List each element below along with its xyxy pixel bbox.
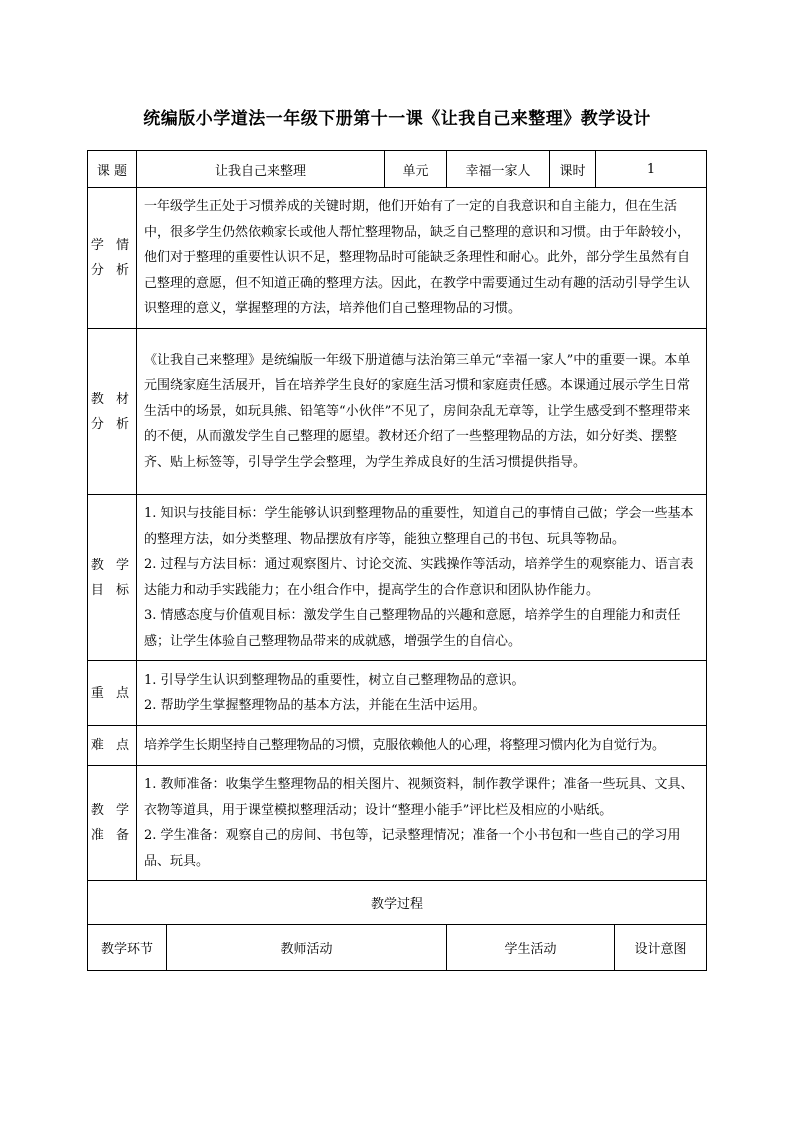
materials-row — [88, 329, 707, 495]
header-row — [88, 151, 707, 188]
goals-text — [137, 495, 707, 661]
process-heading-row — [88, 881, 707, 925]
goals-label: 教 学 目 标 — [88, 495, 137, 661]
difficulty-text: 培养学生长期坚持自己整理物品的习惯，克服依赖他人的心理，将整理习惯内化为自觉行为。 — [137, 726, 707, 766]
column-header-intent: 设计意图 — [615, 925, 707, 971]
preparation-row — [88, 766, 707, 881]
preparation-item: 2. 学生准备：观察自己的房间、书包等，记录整理情况；准备一个小书包和一些自己的学习用品、玩具。 — [144, 828, 681, 869]
column-header-stage: 教学环节 — [88, 925, 167, 971]
process-columns-row — [88, 925, 707, 971]
key-points-row — [88, 661, 707, 726]
column-header-student: 学生活动 — [447, 925, 615, 971]
unit-label: 单元 — [385, 151, 447, 188]
hours-value: 1 — [596, 151, 707, 188]
materials-text: 《让我自己来整理》是统编版一年级下册道德与法治第三单元“幸福一家人”中的重要一课。本单元围绕家庭生活展开，旨在培养学生良好的家庭生活习惯和家庭责任感。本课通过展示学生日常生活中的场景，如玩具熊、铅笔等“小伙伴”不见了，房间杂乱无章等，让学生感受到不整理带来的不便，从而激发学生自己整理的愿望。教材还介绍了一些整理物品的方法，如分好类、摆整齐、贴上标签等，引导学生学会整理，为学生养成良好的生活习惯提供指导。 — [137, 329, 707, 495]
goal-item: 2. 过程与方法目标：通过观察图片、讨论交流、实践操作等活动，培养学生的观察能力、语言表达能力和动手实践能力；在小组合作中，提高学生的合作意识和团队协作能力。 — [144, 557, 694, 598]
topic-value: 让我自己来整理 — [137, 151, 385, 188]
difficulty-label: 难 点 — [88, 726, 137, 766]
goals-row — [88, 495, 707, 661]
students-label: 学 情 分 析 — [88, 188, 137, 329]
preparation-label: 教 学 准 备 — [88, 766, 137, 881]
difficulty-row — [88, 726, 707, 766]
topic-label: 课 题 — [88, 151, 137, 188]
key-points-text — [137, 661, 707, 726]
preparation-text — [137, 766, 707, 881]
column-header-teacher: 教师活动 — [167, 925, 447, 971]
unit-value: 幸福一家人 — [447, 151, 550, 188]
process-heading: 教学过程 — [88, 881, 707, 925]
materials-label: 教 材 分 析 — [88, 329, 137, 495]
page-title: 统编版小学道法一年级下册第十一课《让我自己来整理》教学设计 — [143, 109, 651, 129]
key-point-item: 1. 引导学生认识到整理物品的重要性，树立自己整理物品的意识。 — [144, 672, 525, 688]
goal-item: 1. 知识与技能目标：学生能够认识到整理物品的重要性，知道自己的事情自己做；学会一些基本的整理方法，如分类整理、物品摆放有序等，能独立整理自己的书包、玩具等物品。 — [144, 506, 694, 547]
lesson-plan-table — [87, 150, 707, 971]
students-text: 一年级学生正处于习惯养成的关键时期，他们开始有了一定的自我意识和自主能力，但在生活中，很多学生仍然依赖家长或他人帮忙整理物品，缺乏自己整理的意识和习惯。由于年龄较小，他们对于整理的重要性认识不足，整理物品时可能缺乏条理性和耐心。此外，部分学生虽然有自己整理的意愿，但不知道正确的整理方法。因此，在教学中需要通过生动有趣的活动引导学生认识整理的意义，掌握整理的方法，培养他们自己整理物品的习惯。 — [137, 188, 707, 329]
students-row — [88, 188, 707, 329]
key-point-item: 2. 帮助学生掌握整理物品的基本方法，并能在生活中运用。 — [144, 698, 486, 713]
goal-item: 3. 情感态度与价值观目标：激发学生自己整理物品的兴趣和意愿，培养学生的自理能力和责任感；让学生体验自己整理物品带来的成就感，增强学生的自信心。 — [144, 608, 681, 649]
hours-label: 课时 — [550, 151, 596, 188]
preparation-item: 1. 教师准备：收集学生整理物品的相关图片、视频资料，制作教学课件；准备一些玩具、文具、衣物等道具，用于课堂模拟整理活动；设计“整理小能手”评比栏及相应的小贴纸。 — [144, 777, 694, 818]
key-points-label: 重 点 — [88, 661, 137, 726]
